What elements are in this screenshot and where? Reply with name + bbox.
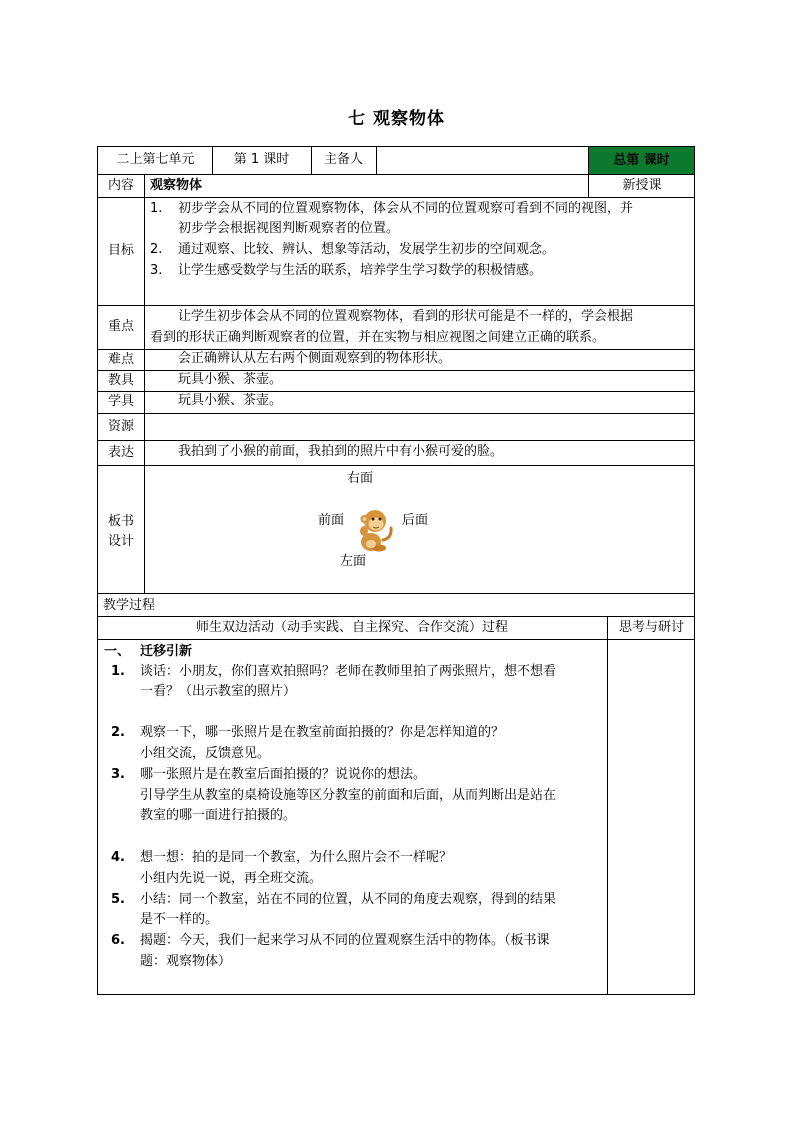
goal-num: 1. bbox=[150, 201, 163, 216]
board-front: 前面 bbox=[318, 513, 345, 528]
step-line: 小组内先说一说，再全班交流。 bbox=[140, 871, 323, 886]
teaching-aids-value: 玩具小猴、茶壶。 bbox=[178, 372, 283, 387]
board-right: 右面 bbox=[347, 471, 374, 486]
row-divider bbox=[97, 197, 695, 198]
row-divider bbox=[97, 616, 695, 617]
learning-aids-value: 玩具小猴、茶壶。 bbox=[178, 393, 283, 408]
step-line: 是不一样的。 bbox=[140, 912, 219, 927]
row-divider bbox=[97, 174, 695, 175]
section-title: 迁移引新 bbox=[140, 644, 193, 659]
board-back: 后面 bbox=[402, 513, 429, 528]
step-number: 5. bbox=[111, 892, 125, 907]
page-title: 七 观察物体 bbox=[348, 109, 445, 129]
step-number: 6. bbox=[111, 933, 125, 948]
learning-aids-label: 学具 bbox=[107, 394, 134, 409]
step-line: 哪一张照片是在教室后面拍摄的？说说你的想法。 bbox=[140, 767, 427, 782]
key-points-line: 让学生初步体会从不同的位置观察物体，看到的形状可能是不一样的，学会根据 bbox=[178, 309, 634, 324]
lesson-cell: 第 1 课时 bbox=[233, 152, 290, 167]
step-line: 教室的哪一面进行拍摄的。 bbox=[140, 808, 297, 823]
preparer-label: 主备人 bbox=[323, 152, 363, 167]
key-points-line: 看到的形状正确判断观察者的位置，并在实物与相应视图之间建立正确的联系。 bbox=[150, 330, 606, 345]
process-label: 教学过程 bbox=[103, 598, 156, 613]
step-line: 引导学生从教室的桌椅设施等区分教室的前面和后面，从而判断出是站在 bbox=[140, 788, 557, 803]
row-divider bbox=[97, 593, 695, 594]
step-line: 题：观察物体） bbox=[140, 954, 232, 969]
expression-value: 我拍到了小猴的前面，我拍到的照片中有小猴可爱的脸。 bbox=[178, 444, 504, 459]
row-divider bbox=[97, 639, 695, 640]
step-number: 1. bbox=[111, 664, 125, 679]
step-line: 谈话：小朋友，你们喜欢拍照吗？老师在教师里拍了两张照片，想不想看 bbox=[140, 664, 557, 679]
col-divider bbox=[607, 616, 608, 995]
process-col1-header: 师生双边活动（动手实践、自主探究、合作交流）过程 bbox=[195, 620, 508, 635]
col-divider bbox=[144, 174, 145, 593]
step-line: 揭题：今天，我们一起来学习从不同的位置观察生活中的物体。（板书课 bbox=[140, 933, 550, 948]
board-label: 设计 bbox=[107, 534, 134, 549]
teaching-aids-label: 教具 bbox=[107, 373, 134, 388]
row-divider bbox=[97, 465, 695, 466]
unit-cell: 二上第七单元 bbox=[116, 152, 195, 167]
goal-line: 初步学会从不同的位置观察物体，体会从不同的位置观察可看到不同的视图，并 bbox=[178, 201, 634, 216]
content-label: 内容 bbox=[107, 178, 134, 193]
lesson-type: 新授课 bbox=[622, 178, 662, 193]
row-divider bbox=[97, 305, 695, 306]
board-label: 板书 bbox=[107, 514, 134, 529]
content-value: 观察物体 bbox=[150, 178, 203, 193]
goal-num: 3. bbox=[150, 263, 163, 278]
difficulty-label: 难点 bbox=[107, 352, 134, 367]
total-lesson-cell: 总第 课时 bbox=[589, 147, 694, 174]
section-number: 一、 bbox=[104, 644, 131, 659]
step-number: 4. bbox=[111, 850, 125, 865]
monkey-toy-image bbox=[355, 504, 395, 552]
key-points-label: 重点 bbox=[107, 319, 134, 334]
resources-label: 资源 bbox=[107, 419, 134, 434]
expression-label: 表达 bbox=[107, 445, 134, 460]
step-line: 一看？（出示教室的照片） bbox=[140, 684, 297, 699]
step-line: 小组交流，反馈意见。 bbox=[140, 746, 271, 761]
step-line: 小结：同一个教室，站在不同的位置，从不同的角度去观察，得到的结果 bbox=[140, 892, 557, 907]
goal-num: 2. bbox=[150, 242, 163, 257]
goals-label: 目标 bbox=[107, 243, 134, 258]
step-line: 想一想：拍的是同一个教室，为什么照片会不一样呢？ bbox=[140, 850, 453, 865]
step-line: 观察一下，哪一张照片是在教室前面拍摄的？你是怎样知道的？ bbox=[140, 725, 505, 740]
step-number: 3. bbox=[111, 767, 125, 782]
goal-line: 让学生感受数学与生活的联系，培养学生学习数学的积极情感。 bbox=[178, 263, 543, 278]
goal-line: 通过观察、比较、辨认、想象等活动，发展学生初步的空间观念。 bbox=[178, 242, 556, 257]
board-left: 左面 bbox=[340, 554, 367, 569]
step-number: 2. bbox=[111, 725, 125, 740]
col-divider bbox=[376, 146, 377, 174]
row-divider bbox=[97, 440, 695, 441]
difficulty-value: 会正确辨认从左右两个侧面观察到的物体形状。 bbox=[178, 351, 452, 366]
row-divider bbox=[97, 413, 695, 414]
goal-line: 初步学会根据视图判断观察者的位置。 bbox=[178, 221, 400, 236]
process-col2-header: 思考与研讨 bbox=[618, 620, 684, 635]
